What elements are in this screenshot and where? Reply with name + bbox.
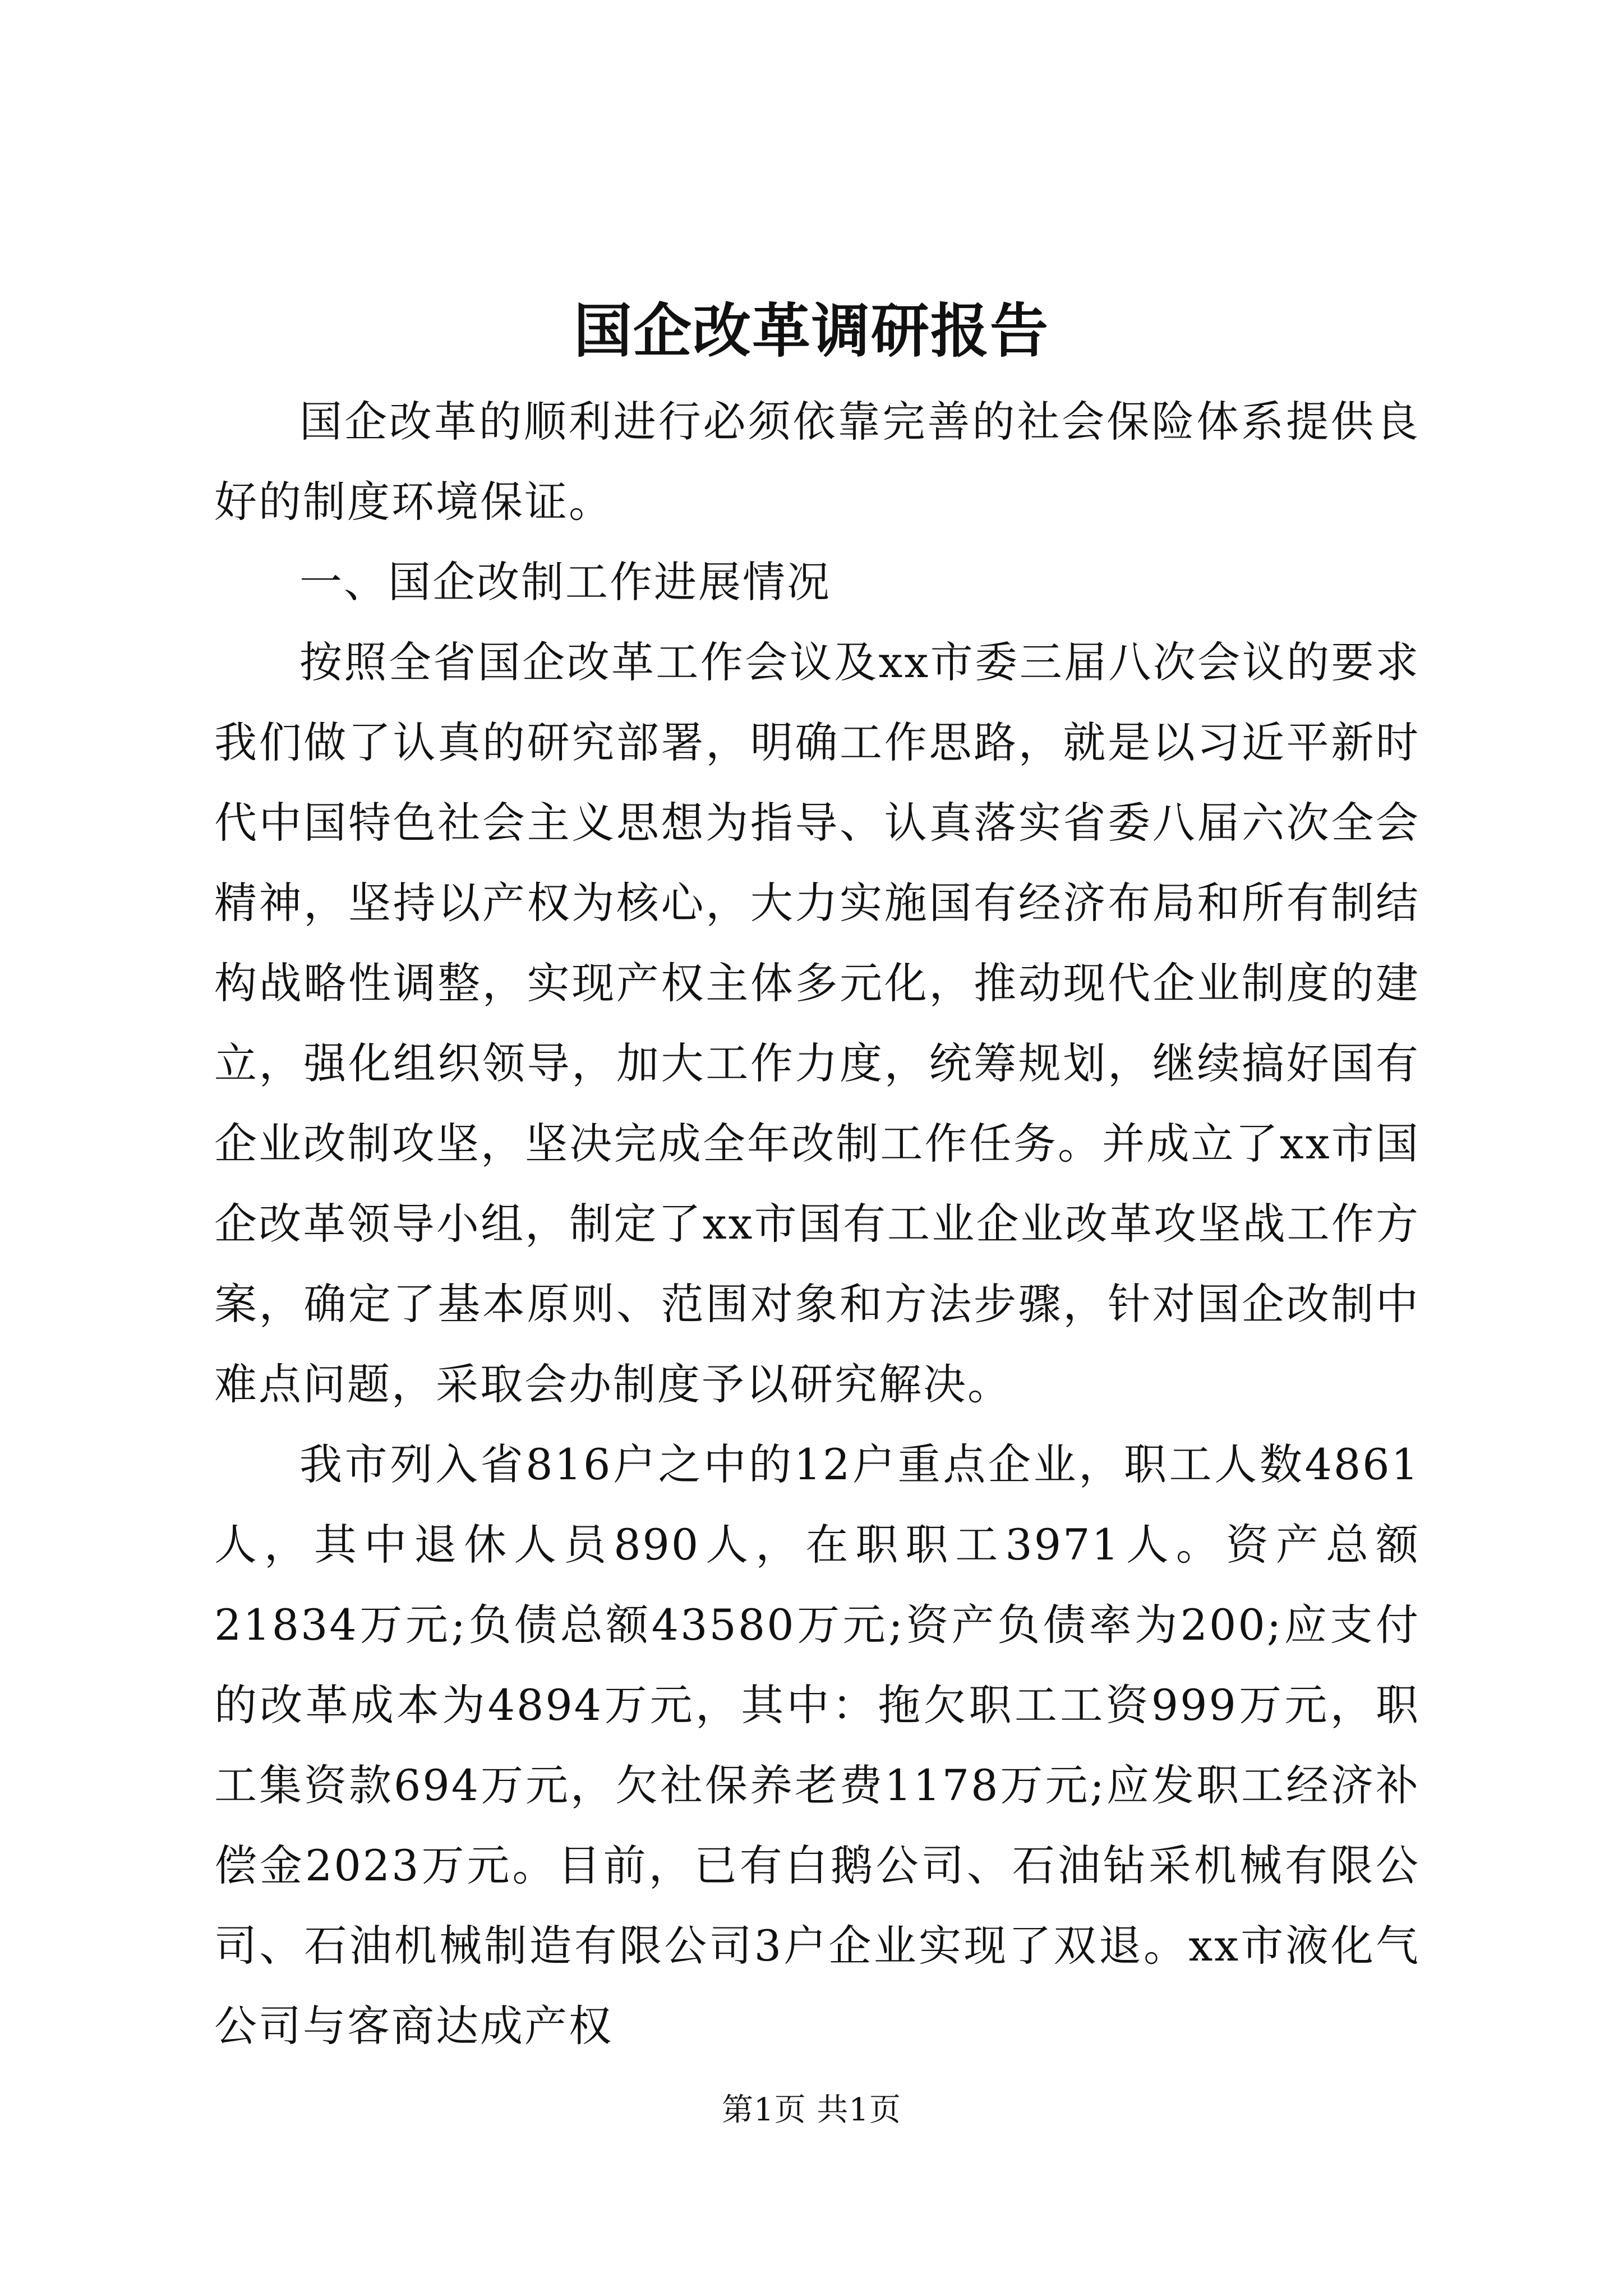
section-heading: 一、国企改制工作进展情况 — [299, 557, 831, 607]
body-paragraph: 我市列入省816户之中的12户重点企业，职工人数4861人，其中退休人员890人，在职职工3971人。资产总额21834万元;负债总额43580万元;资产负债率为200;应支付的改革成本为4894万元，其中：拖欠职工工资999万元，职工集资款694万元，欠社保养老费1178万元;应发职工经济补偿金2023万元。目前，已有白鹅公司、石油钻采机械有限公司、石油机械制造有限公司3户企业实现了双退。xx市液化气公司与客商达成产权 — [214, 1439, 1420, 2051]
intro-paragraph: 国企改革的顺利进行必须依靠完善的社会保险体系提供良好的制度环境保证。 — [214, 397, 1420, 527]
document-body — [214, 381, 1420, 2066]
body-paragraph: 按照全省国企改革工作会议及xx市委三届八次会议的要求我们做了认真的研究部署，明确工作思路，就是以习近平新时代中国特色社会主义思想为指导、认真落实省委八届六次全会精神，坚持以产权为核心，大力实施国有经济布局和所有制结构战略性调整，实现产权主体多元化，推动现代企业制度的建立，强化组织领导，加大工作力度，统筹规划，继续搞好国有企业改制攻坚，坚决完成全年改制工作任务。并成立了xx市国企改革领导小组，制定了xx市国有工业企业改革攻坚战工作方案，确定了基本原则、范围对象和方法步骤，针对国企改制中难点问题，采取会办制度予以研究解决。 — [214, 637, 1420, 1409]
page-footer: 第1页 共1页 — [721, 2092, 902, 2128]
document-title: 国企改革调研报告 — [573, 296, 1049, 365]
